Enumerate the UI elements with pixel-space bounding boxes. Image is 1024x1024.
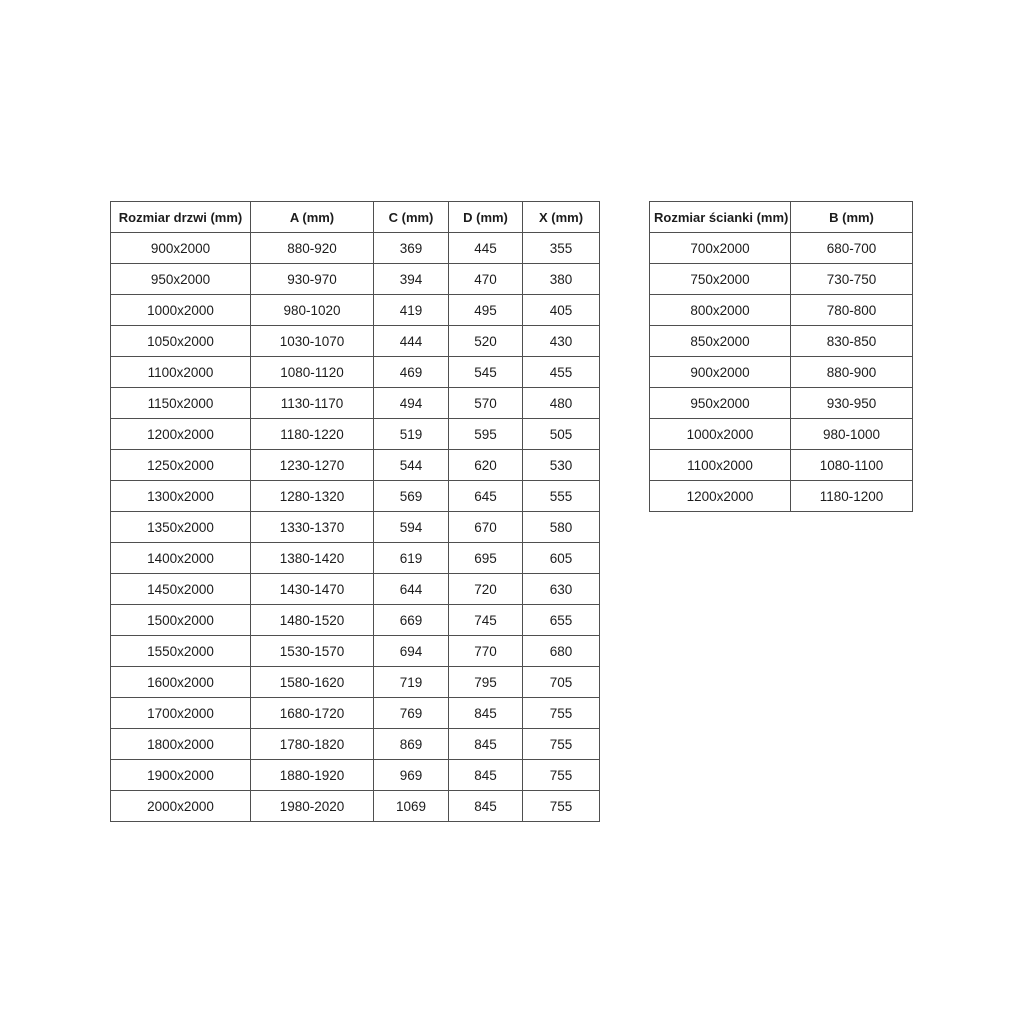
table-row	[111, 667, 600, 698]
table-cell: 755	[523, 698, 600, 729]
table-cell: 530	[523, 450, 600, 481]
table-cell: 950x2000	[111, 264, 251, 295]
table-cell: 555	[523, 481, 600, 512]
table-cell: 470	[449, 264, 523, 295]
table-cell: 1900x2000	[111, 760, 251, 791]
table-cell: 544	[374, 450, 449, 481]
table-cell: 1880-1920	[251, 760, 374, 791]
table-cell: 1450x2000	[111, 574, 251, 605]
table-cell: 1780-1820	[251, 729, 374, 760]
table-cell: 469	[374, 357, 449, 388]
table-cell: 1680-1720	[251, 698, 374, 729]
table-cell: 845	[449, 729, 523, 760]
table-cell: 519	[374, 419, 449, 450]
table-cell: 570	[449, 388, 523, 419]
table-cell: 1030-1070	[251, 326, 374, 357]
column-header: X (mm)	[523, 202, 600, 233]
table-cell: 755	[523, 729, 600, 760]
table-row	[111, 481, 600, 512]
table-row	[111, 512, 600, 543]
table-cell: 669	[374, 605, 449, 636]
table-cell: 605	[523, 543, 600, 574]
table-row	[650, 419, 913, 450]
table-cell: 1300x2000	[111, 481, 251, 512]
table-cell: 644	[374, 574, 449, 605]
table-cell: 1180-1200	[791, 481, 913, 512]
header-row	[111, 202, 600, 233]
table-cell: 1600x2000	[111, 667, 251, 698]
table-cell: 795	[449, 667, 523, 698]
table-cell: 869	[374, 729, 449, 760]
table-cell: 745	[449, 605, 523, 636]
table-cell: 1000x2000	[650, 419, 791, 450]
table-cell: 1800x2000	[111, 729, 251, 760]
table-cell: 880-920	[251, 233, 374, 264]
table-cell: 1069	[374, 791, 449, 822]
table-cell: 595	[449, 419, 523, 450]
table-row	[111, 605, 600, 636]
table-row	[111, 357, 600, 388]
table-row	[111, 760, 600, 791]
table-cell: 1550x2000	[111, 636, 251, 667]
table-cell: 1080-1120	[251, 357, 374, 388]
table-cell: 830-850	[791, 326, 913, 357]
table-row	[650, 357, 913, 388]
table-cell: 800x2000	[650, 295, 791, 326]
table-row	[650, 481, 913, 512]
table-cell: 1350x2000	[111, 512, 251, 543]
door-dimensions-table	[110, 201, 600, 822]
table-cell: 394	[374, 264, 449, 295]
table-cell: 1050x2000	[111, 326, 251, 357]
table-row	[111, 450, 600, 481]
table-cell: 1430-1470	[251, 574, 374, 605]
table-cell: 700x2000	[650, 233, 791, 264]
table-cell: 680-700	[791, 233, 913, 264]
table-cell: 445	[449, 233, 523, 264]
table-cell: 755	[523, 760, 600, 791]
table-row	[111, 543, 600, 574]
table-cell: 520	[449, 326, 523, 357]
table-cell: 900x2000	[650, 357, 791, 388]
table-row	[111, 233, 600, 264]
table-cell: 419	[374, 295, 449, 326]
table-cell: 1200x2000	[650, 481, 791, 512]
table-cell: 1180-1220	[251, 419, 374, 450]
table-row	[650, 326, 913, 357]
table-cell: 694	[374, 636, 449, 667]
table-cell: 670	[449, 512, 523, 543]
table-cell: 480	[523, 388, 600, 419]
table-cell: 645	[449, 481, 523, 512]
table-cell: 1100x2000	[650, 450, 791, 481]
table-cell: 1100x2000	[111, 357, 251, 388]
table-cell: 355	[523, 233, 600, 264]
table-cell: 430	[523, 326, 600, 357]
table-cell: 655	[523, 605, 600, 636]
table-row	[111, 388, 600, 419]
table-cell: 1330-1370	[251, 512, 374, 543]
header-row	[650, 202, 913, 233]
table-cell: 1380-1420	[251, 543, 374, 574]
table-cell: 845	[449, 791, 523, 822]
table-cell: 880-900	[791, 357, 913, 388]
table-cell: 630	[523, 574, 600, 605]
table-cell: 569	[374, 481, 449, 512]
table-cell: 695	[449, 543, 523, 574]
table-cell: 369	[374, 233, 449, 264]
table-row	[111, 264, 600, 295]
table-row	[111, 574, 600, 605]
table-row	[111, 636, 600, 667]
table-row	[111, 419, 600, 450]
table-cell: 495	[449, 295, 523, 326]
table-cell: 720	[449, 574, 523, 605]
table-cell: 845	[449, 760, 523, 791]
table-cell: 1530-1570	[251, 636, 374, 667]
table-cell: 705	[523, 667, 600, 698]
table-row	[650, 264, 913, 295]
table-row	[111, 791, 600, 822]
table-cell: 1980-2020	[251, 791, 374, 822]
table-cell: 845	[449, 698, 523, 729]
wall-dimensions-table	[649, 201, 913, 512]
table-cell: 505	[523, 419, 600, 450]
table-cell: 730-750	[791, 264, 913, 295]
table-cell: 580	[523, 512, 600, 543]
table-cell: 750x2000	[650, 264, 791, 295]
table-row	[111, 698, 600, 729]
column-header: Rozmiar drzwi (mm)	[111, 202, 251, 233]
table-cell: 770	[449, 636, 523, 667]
table-cell: 980-1020	[251, 295, 374, 326]
table-cell: 1580-1620	[251, 667, 374, 698]
table-cell: 1080-1100	[791, 450, 913, 481]
table-cell: 930-970	[251, 264, 374, 295]
table-cell: 1000x2000	[111, 295, 251, 326]
table-cell: 1480-1520	[251, 605, 374, 636]
table-cell: 1200x2000	[111, 419, 251, 450]
column-header: B (mm)	[791, 202, 913, 233]
table-row	[111, 729, 600, 760]
table-cell: 1500x2000	[111, 605, 251, 636]
table-cell: 444	[374, 326, 449, 357]
table-row	[111, 295, 600, 326]
table-cell: 969	[374, 760, 449, 791]
table-cell: 620	[449, 450, 523, 481]
table-cell: 780-800	[791, 295, 913, 326]
table-cell: 680	[523, 636, 600, 667]
table-row	[650, 295, 913, 326]
table-cell: 1400x2000	[111, 543, 251, 574]
table-cell: 850x2000	[650, 326, 791, 357]
table-cell: 980-1000	[791, 419, 913, 450]
table-cell: 1280-1320	[251, 481, 374, 512]
table-cell: 545	[449, 357, 523, 388]
table-cell: 2000x2000	[111, 791, 251, 822]
column-header: C (mm)	[374, 202, 449, 233]
table-cell: 1700x2000	[111, 698, 251, 729]
column-header: Rozmiar ścianki (mm)	[650, 202, 791, 233]
table-cell: 455	[523, 357, 600, 388]
table-row	[650, 233, 913, 264]
table-cell: 930-950	[791, 388, 913, 419]
table-cell: 1230-1270	[251, 450, 374, 481]
table-cell: 405	[523, 295, 600, 326]
table-cell: 380	[523, 264, 600, 295]
table-cell: 755	[523, 791, 600, 822]
column-header: D (mm)	[449, 202, 523, 233]
table-row	[650, 450, 913, 481]
table-cell: 1250x2000	[111, 450, 251, 481]
table-cell: 1150x2000	[111, 388, 251, 419]
table-cell: 769	[374, 698, 449, 729]
table-row	[111, 326, 600, 357]
table-cell: 950x2000	[650, 388, 791, 419]
table-cell: 900x2000	[111, 233, 251, 264]
table-cell: 594	[374, 512, 449, 543]
table-cell: 719	[374, 667, 449, 698]
column-header: A (mm)	[251, 202, 374, 233]
table-cell: 494	[374, 388, 449, 419]
table-cell: 619	[374, 543, 449, 574]
table-row	[650, 388, 913, 419]
table-cell: 1130-1170	[251, 388, 374, 419]
